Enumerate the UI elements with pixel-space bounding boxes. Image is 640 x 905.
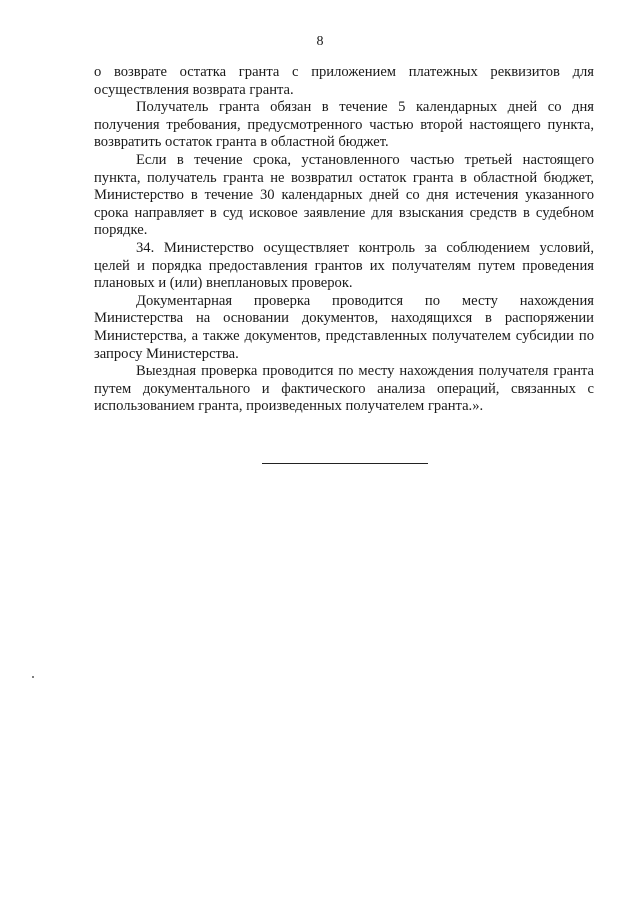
- scan-speck: [32, 676, 34, 678]
- separator-line: [262, 463, 428, 464]
- paragraph-1: о возврате остатка гранта с приложением платежных реквизитов для осуществления возврата гранта.: [94, 64, 594, 98]
- paragraph-3: Если в течение срока, установленного частью третьей настоящего пункта, получатель гранта не возвратил остаток гранта в областной бюджет, Министерство в течение 30 календарных дней со дня истечения указанного срока направляет в суд исковое заявление для взыскания средств в судебном порядке.: [94, 151, 594, 239]
- page-number: 8: [316, 34, 324, 49]
- paragraph-4: 34. Министерство осуществляет контроль за соблюдением условий, целей и порядка предоставления грантов их получателям путем проведения плановых и (или) внеплановых проверок.: [94, 239, 594, 292]
- document-body: [94, 64, 594, 416]
- paragraph-6: Выездная проверка проводится по месту нахождения получателя гранта путем документального и фактического анализа операций, связанных с использованием гранта, произведенных получателем гранта.».: [94, 363, 594, 415]
- paragraph-5: Документарная проверка проводится по месту нахождения Министерства на основании документов, находящихся в распоряжении Министерства, а также документов, представленных получателем субсидии по запросу Министерства.: [94, 292, 594, 362]
- paragraph-2: Получатель гранта обязан в течение 5 календарных дней со дня получения требования, предусмотренного частью второй настоящего пункта, возвратить остаток гранта в областной бюджет.: [94, 99, 594, 151]
